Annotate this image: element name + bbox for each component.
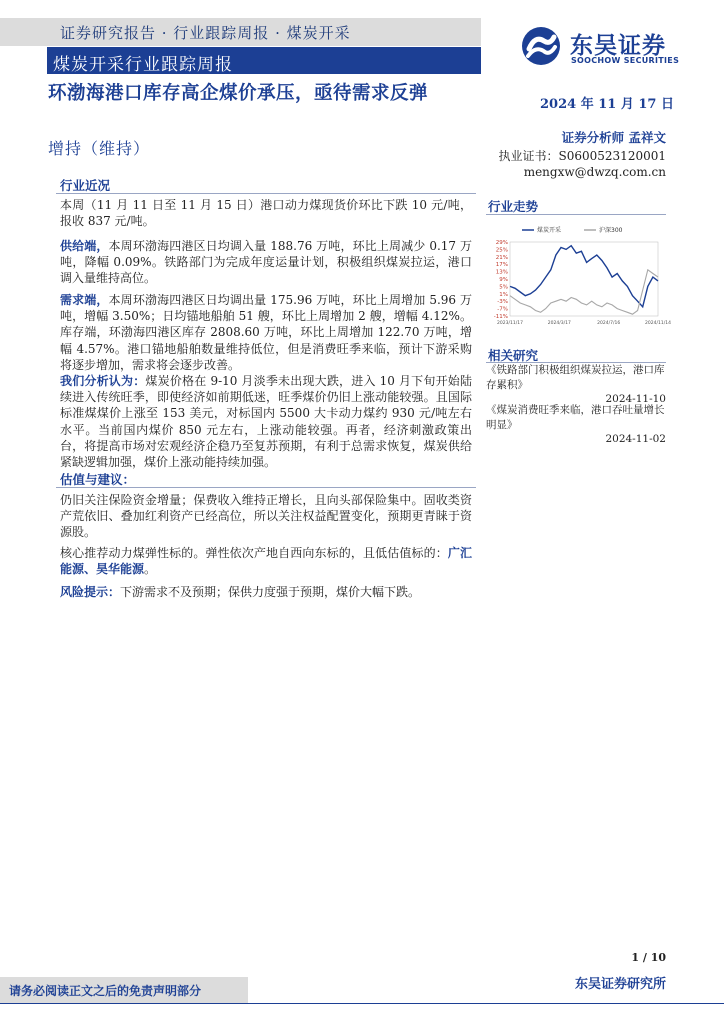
- demand-paragraph: [60, 292, 472, 373]
- y-tick-label: 25%: [495, 247, 508, 254]
- related-item-1-title[interactable]: 《铁路部门积极组织煤炭拉运，港口库存累积》: [486, 364, 665, 391]
- risk-text: 下游需求不及预期；保供力度强于预期，煤价大幅下跌。: [120, 585, 421, 599]
- overview-paragraph: 本周（11 月 11 日至 11 月 15 日）港口动力煤现货价环比下跌 10 元/吨，报收 837 元/吨。: [60, 198, 472, 229]
- trend-rule: [486, 214, 666, 215]
- legend-label: 沪深300: [599, 227, 623, 234]
- related-item-2-title[interactable]: 《煤炭消费旺季来临，港口吞吐量增长明显》: [486, 404, 665, 431]
- related-item-1-date: 2024-11-10: [605, 393, 666, 405]
- view-label: 我们分析认为：: [60, 374, 146, 388]
- supply-label: 供给端，: [60, 239, 109, 253]
- y-tick-label: 9%: [499, 277, 508, 283]
- series-title: 煤炭开采行业跟踪周报: [53, 55, 233, 75]
- series-line: [510, 246, 658, 307]
- industry-trend-chart: [486, 222, 671, 332]
- logo-text-cn: 东吴证券: [570, 33, 666, 59]
- report-headline: 环渤海港口库存高企煤价承压，亟待需求反弹: [48, 83, 429, 104]
- report-type-text: 证券研究报告 · 行业跟踪周报 · 煤炭开采: [60, 24, 351, 42]
- risk-paragraph: [60, 584, 472, 600]
- footer-rule: [0, 1003, 724, 1004]
- report-date: 2024 年 11 月 17 日: [540, 97, 674, 112]
- pick-paragraph: [60, 545, 472, 577]
- y-tick-label: -7%: [497, 306, 508, 313]
- demand-text: 本周环渤海四港区日均调出量 175.96 万吨，环比上周增加 5.96 万吨，增幅 3.50%；日均锚地船舶 51 艘，环比上周增加 2 艘，增幅 4.12%。库存端，环渤海四港区库存 2808.60 万吨，环比上周增加 122.70 万吨，增幅 4.57%。港口锚地船舶数量维持低位，但是消费旺季来临，预计下游采购将逐步增加，需求将会逐步改善。: [60, 293, 472, 372]
- x-tick-label: 2024/11/14: [645, 321, 671, 326]
- related-item-2-date: 2024-11-02: [605, 433, 666, 445]
- x-tick-label: 2023/11/17: [497, 321, 523, 326]
- report-type-banner: [0, 18, 481, 46]
- valuation-rule: [56, 487, 476, 488]
- rating: 增持（维持）: [48, 139, 151, 158]
- supply-text: 本周环渤海四港区日均调入量 188.76 万吨，环比上周减少 0.17 万吨，降幅 0.09%。铁路部门为完成年度运量计划，积极组织煤炭拉运，港口调入量维持高位。: [60, 239, 472, 286]
- analyst-name: 证券分析师 孟祥文: [561, 130, 666, 145]
- analyst-email[interactable]: mengxw@dwzq.com.cn: [523, 165, 666, 179]
- overview-heading: 行业近况: [60, 178, 111, 193]
- y-tick-label: 5%: [499, 284, 508, 291]
- valuation-heading: 估值与建议：: [60, 472, 136, 487]
- company-logo: [520, 25, 710, 69]
- analyst-cert: 执业证书：S0600523120001: [498, 149, 666, 163]
- demand-label: 需求端，: [60, 293, 109, 307]
- pick-names: 广汇能源、昊华能源: [60, 546, 472, 577]
- series-title-bar: [47, 47, 481, 74]
- view-paragraph: [60, 373, 472, 470]
- y-tick-label: 17%: [495, 262, 508, 269]
- disclaimer-text: 请务必阅读正文之后的免责声明部分: [9, 984, 202, 998]
- y-tick-label: 13%: [495, 269, 508, 276]
- y-tick-label: -11%: [493, 314, 508, 320]
- y-tick-label: 29%: [495, 240, 508, 246]
- page-number: 1 / 10: [631, 951, 666, 964]
- y-tick-label: 21%: [495, 254, 508, 261]
- legend-label: 煤炭开采: [537, 227, 562, 234]
- x-tick-label: 2024/3/17: [547, 321, 571, 326]
- view-text: 煤炭价格在 9-10 月淡季未出现大跌，进入 10 月下旬开始陆续进入传统旺季，即使经济如前期低迷，旺季煤价仍旧上涨动能较强。且国际标准煤煤价上涨至 153 美元，对标国内 5500 大卡动力煤约 930 元/吨左右水平。当前国内煤价 850 元左右，上涨动能较强。再者，经济刺激政策出台，将提高市场对宏观经济企稳乃至复苏预期，有利于总需求恢复，煤炭供给紧缺逻辑加强，煤价上涨动能持续加强。: [60, 374, 472, 470]
- valuation-paragraph: 仍旧关注保险资金增量；保费收入维持正增长，且向头部保险集中。固收类资产荒依旧、叠加红利资产已经高位，所以关注权益配置变化，预期更青睐于资源股。: [60, 493, 472, 540]
- disclaimer-banner: [0, 977, 248, 1003]
- pick-prefix: 核心推荐动力煤弹性标的。弹性依次产地自西向东标的，且低估值标的：: [60, 546, 448, 560]
- y-tick-label: -3%: [497, 299, 508, 306]
- risk-label: 风险提示：: [60, 585, 121, 599]
- x-tick-label: 2024/7/16: [597, 321, 621, 326]
- trend-heading: 行业走势: [488, 199, 539, 214]
- supply-paragraph: [60, 238, 472, 287]
- logo-mark-icon: [520, 25, 562, 67]
- pick-suffix: 。: [144, 562, 157, 577]
- related-heading: 相关研究: [488, 348, 539, 363]
- firm-name: 东吴证券研究所: [574, 977, 666, 992]
- overview-rule: [56, 193, 476, 194]
- logo-text-en: SOOCHOW SECURITIES: [571, 56, 680, 65]
- y-tick-label: 1%: [499, 291, 508, 298]
- chart-plot-frame: [510, 242, 658, 316]
